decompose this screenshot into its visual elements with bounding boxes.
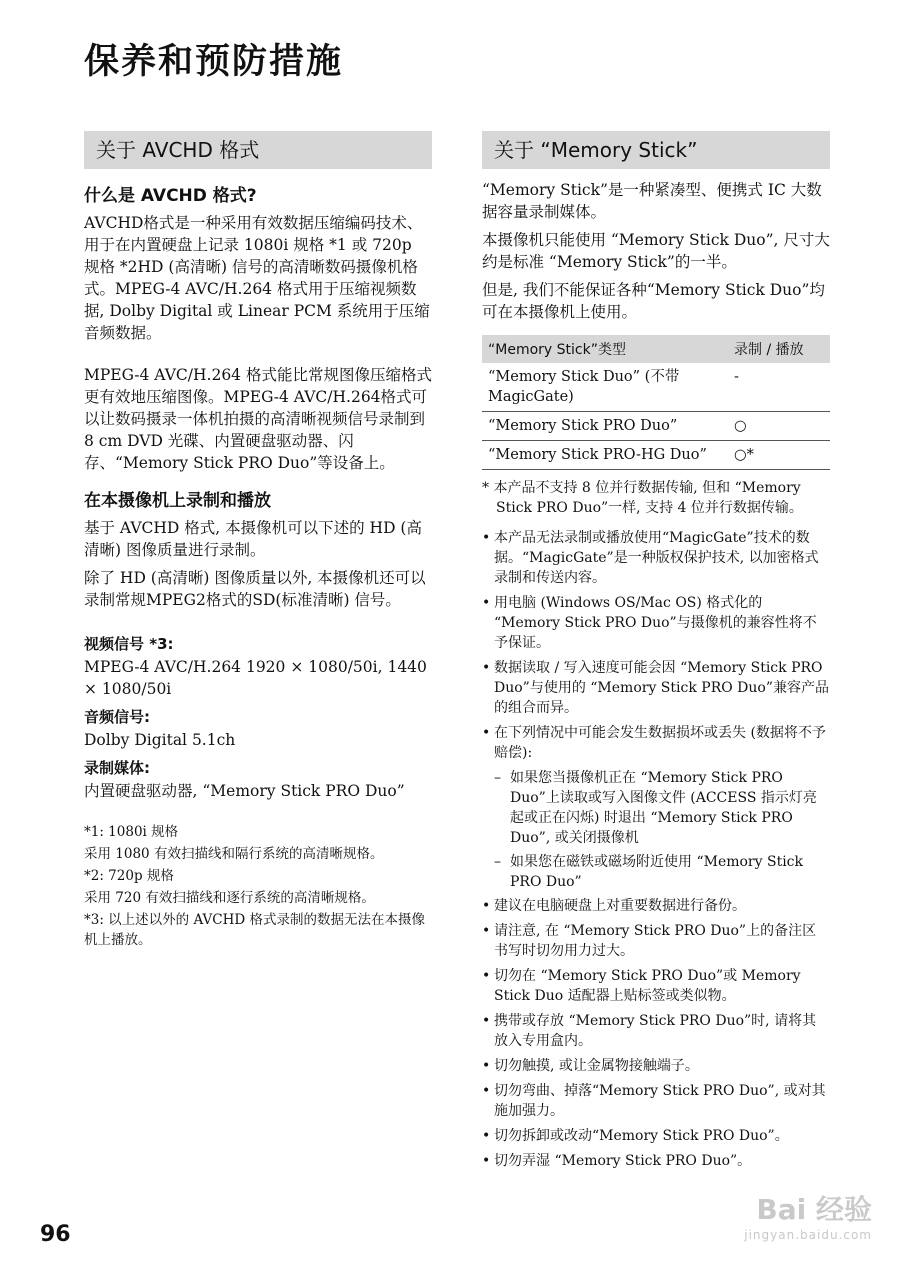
table-cell: “Memory Stick PRO-HG Duo” — [482, 441, 728, 470]
list-item: • 用电脑 (Windows OS/Mac OS) 格式化的 “Memory Stick PRO Duo”与摄像机的兼容性将不予保证。 — [482, 593, 830, 653]
recording-media-value: 内置硬盘驱动器, “Memory Stick PRO Duo” — [84, 782, 405, 800]
subheading-record-play: 在本摄像机上录制和播放 — [84, 491, 271, 511]
table-cell: ○ — [728, 412, 830, 441]
table-row — [482, 412, 830, 441]
video-signal-value: MPEG-4 AVC/H.264 1920 × 1080/50i, 1440 × 1080/50i — [84, 658, 427, 698]
table-row — [482, 363, 830, 412]
list-item: – 如果您在磁铁或磁场附近使用 “Memory Stick PRO Duo” — [482, 852, 830, 892]
page-number: 96 — [40, 1222, 71, 1247]
list-item: • 切勿弄湿 “Memory Stick PRO Duo”。 — [482, 1151, 830, 1171]
video-signal-label: 视频信号 *3: — [84, 635, 174, 653]
left-column — [84, 131, 432, 952]
section-header-avchd: 关于 AVCHD 格式 — [84, 131, 432, 169]
table-cell: ○* — [728, 441, 830, 470]
list-item: • 在下列情况中可能会发生数据损坏或丢失 (数据将不予赔偿): — [482, 723, 830, 763]
list-item: • 建议在电脑硬盘上对重要数据进行备份。 — [482, 896, 830, 916]
list-item: • 切勿拆卸或改动“Memory Stick PRO Duo”。 — [482, 1126, 830, 1146]
subheading-what-is-avchd: 什么是 AVCHD 格式? — [84, 186, 257, 206]
paragraph: 但是, 我们不能保证各种“Memory Stick Duo”均可在本摄像机上使用。 — [482, 281, 825, 321]
footnote-2-text: 采用 720 有效扫描线和逐行系统的高清晰规格。 — [84, 890, 375, 906]
audio-signal-label: 音频信号: — [84, 708, 150, 726]
right-column — [482, 131, 830, 1176]
footnote-2-title: *2: 720p 规格 — [84, 868, 174, 884]
list-item: • 携带或存放 “Memory Stick PRO Duo”时, 请将其放入专用盒内。 — [482, 1011, 830, 1051]
table-note: * 本产品不支持 8 位并行数据传输, 但和 “Memory Stick PRO Duo”一样, 支持 4 位并行数据传输。 — [482, 480, 803, 516]
paragraph: 本摄像机只能使用 “Memory Stick Duo”, 尺寸大约是标准 “Memory Stick”的一半。 — [482, 231, 830, 271]
footnote-3: *3: 以上述以外的 AVCHD 格式录制的数据无法在本摄像机上播放。 — [84, 912, 426, 948]
list-item: • 切勿触摸, 或让金属物接触端子。 — [482, 1056, 830, 1076]
paragraph: MPEG-4 AVC/H.264 格式能比常规图像压缩格式更有效地压缩图像。MPEG-4 AVC/H.264格式可以让数码摄录一体机拍摄的高清晰视频信号录制到 8 cm DVD 光碟、内置硬盘驱动器、闪存、“Memory Stick PRO Duo”等设备上。 — [84, 366, 432, 472]
footnote-1-title: *1: 1080i 规格 — [84, 824, 179, 840]
bullet-list — [482, 528, 830, 1171]
list-item: • 切勿弯曲、掉落“Memory Stick PRO Duo”, 或对其施加强力。 — [482, 1081, 830, 1121]
table-header: “Memory Stick”类型 — [482, 335, 728, 363]
recording-media-label: 录制媒体: — [84, 759, 150, 777]
paragraph: 除了 HD (高清晰) 图像质量以外, 本摄像机还可以录制常规MPEG2格式的SD(标准清晰) 信号。 — [84, 569, 426, 609]
watermark-url: jingyan.baidu.com — [744, 1228, 872, 1242]
audio-signal-value: Dolby Digital 5.1ch — [84, 731, 236, 749]
table-cell: “Memory Stick Duo” (不带 MagicGate) — [482, 363, 728, 412]
table-cell: “Memory Stick PRO Duo” — [482, 412, 728, 441]
list-item: – 如果您当摄像机正在 “Memory Stick PRO Duo”上读取或写入图像文件 (ACCESS 指示灯亮起或正在闪烁) 时退出 “Memory Stick PRO Duo”, 或关闭摄像机 — [482, 768, 830, 848]
paragraph: “Memory Stick”是一种紧凑型、便携式 IC 大数据容量录制媒体。 — [482, 181, 822, 221]
table-header-row — [482, 335, 830, 363]
footnote-1-text: 采用 1080 有效扫描线和隔行系统的高清晰规格。 — [84, 846, 384, 862]
memory-stick-table — [482, 335, 830, 470]
page-title: 保养和预防措施 — [84, 42, 344, 82]
watermark-logo — [744, 1188, 872, 1242]
table-header: 录制 / 播放 — [728, 335, 830, 363]
list-item: • 请注意, 在 “Memory Stick PRO Duo”上的备注区书写时切勿用力过大。 — [482, 921, 830, 961]
table-cell: - — [728, 363, 830, 412]
list-item: • 切勿在 “Memory Stick PRO Duo”或 Memory Stick Duo 适配器上贴标签或类似物。 — [482, 966, 830, 1006]
list-item: • 数据读取 / 写入速度可能会因 “Memory Stick PRO Duo”与使用的 “Memory Stick PRO Duo”兼容产品的组合而异。 — [482, 658, 830, 718]
table-row — [482, 441, 830, 470]
paragraph: 基于 AVCHD 格式, 本摄像机可以下述的 HD (高清晰) 图像质量进行录制。 — [84, 519, 422, 559]
paragraph: AVCHD格式是一种采用有效数据压缩编码技术、用于在内置硬盘上记录 1080i 规格 *1 或 720p 规格 *2HD (高清晰) 信号的高清晰数码摄像机格式。MPEG-4 AVC/H.264 格式用于压缩视频数据, Dolby Digital 或 Linear PCM 系统用于压缩音频数据。 — [84, 214, 430, 342]
watermark-text: Bai 经验 — [756, 1193, 872, 1226]
list-item: • 本产品无法录制或播放使用“MagicGate”技术的数据。“MagicGate”是一种版权保护技术, 以加密格式录制和传送内容。 — [482, 528, 830, 588]
section-header-memory-stick: 关于 “Memory Stick” — [482, 131, 830, 169]
